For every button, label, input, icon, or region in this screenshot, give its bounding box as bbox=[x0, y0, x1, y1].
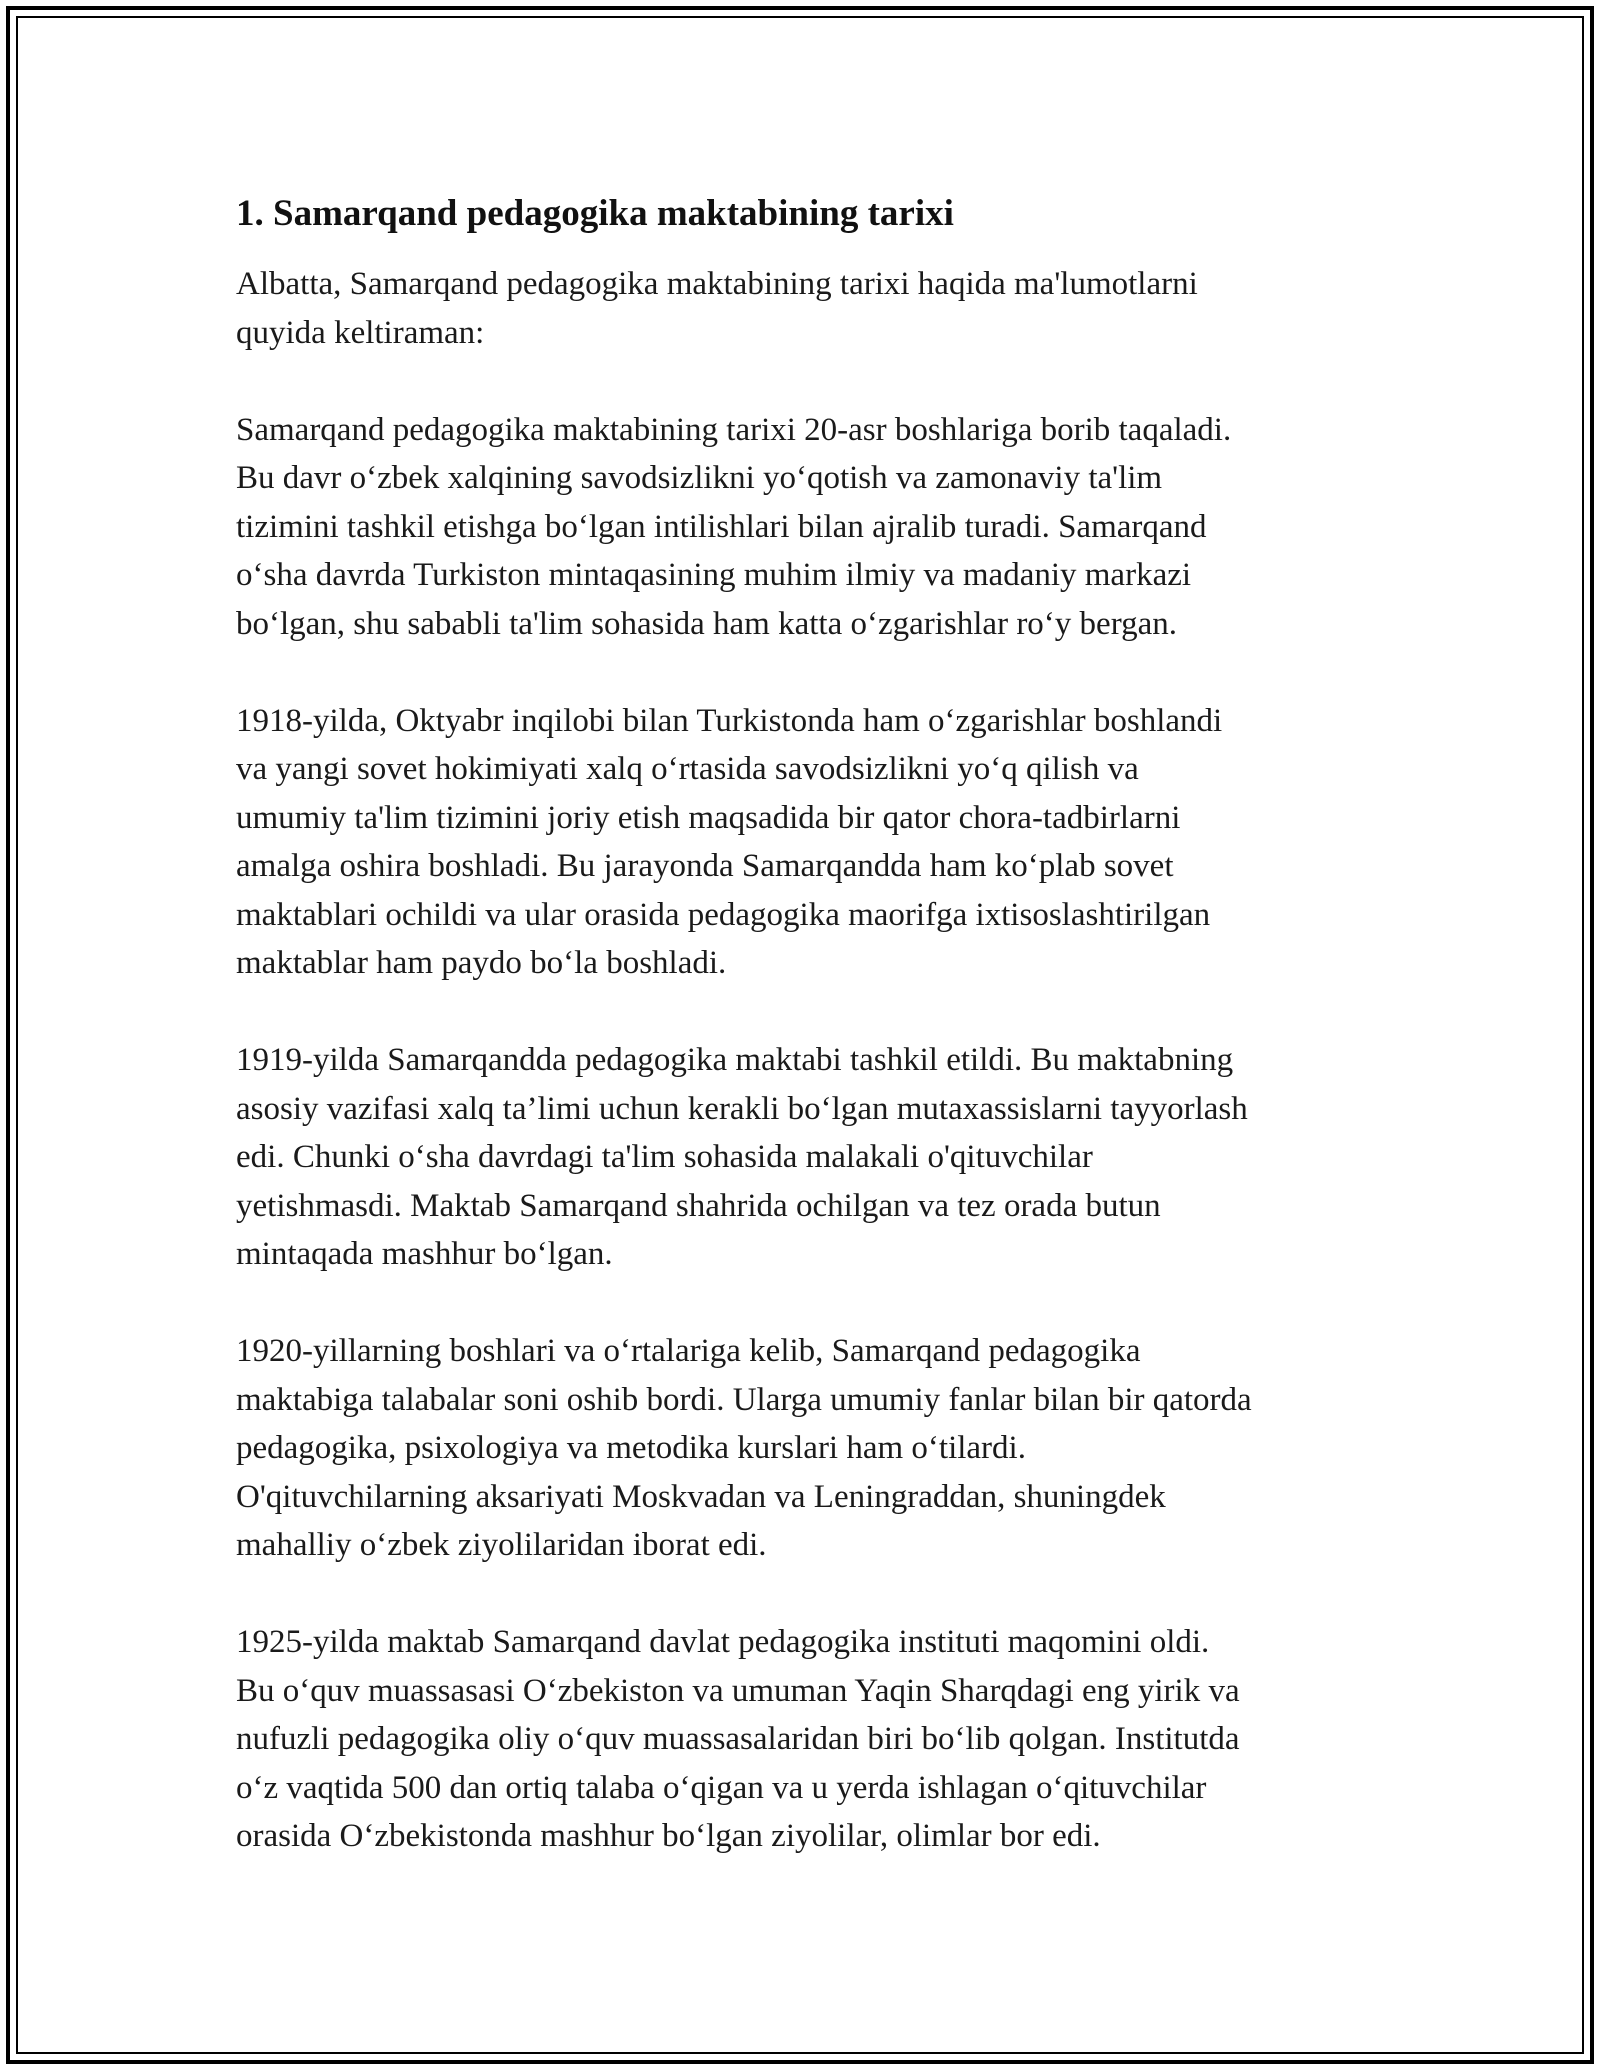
paragraph-1919: 1919-yilda Samarqandda pedagogika maktabi tashkil etildi. Bu maktabning asosiy vazifasi xalq ta’limi uchun kerakli bo‘lgan mutaxassislarni tayyorlash edi. Chunki o‘sha davrdagi ta'lim sohasida malakali o'qituvchilar yetishmasdi. Maktab Samarqand shahrida ochilgan va tez orada butun mintaqada mashhur bo‘lgan. bbox=[236, 1042, 1248, 1272]
paragraph-1918: 1918-yilda, Oktyabr inqilobi bilan Turkistonda ham o‘zgarishlar boshlandi va yangi sovet hokimiyati xalq o‘rtasida savodsizlikni yo‘q qilish va umumiy ta'lim tizimini joriy etish maqsadida bir qator chora-tadbirlarni amalga oshira boshladi. Bu jarayonda Samarqandda ham ko‘plab sovet maktablari ochildi va ular orasida pedagogika maorifga ixtisoslashtirilgan maktablar ham paydo bo‘la boshladi. bbox=[236, 702, 1223, 981]
paragraph-origins: Samarqand pedagogika maktabining tarixi 20-asr boshlariga borib taqaladi. Bu davr o‘zbek xalqining savodsizlikni yo‘qotish va zamonaviy ta'lim tizimini tashkil etishga bo‘lgan intilishlari bilan ajralib turadi. Samarqand o‘sha davrda Turkiston mintaqasining muhim ilmiy va madaniy markazi bo‘lgan, shu sababli ta'lim sohasida ham katta o‘zgarishlar ro‘y bergan. bbox=[236, 411, 1232, 642]
document-body bbox=[236, 188, 1376, 1909]
document-title: 1. Samarqand pedagogika maktabining tarixi bbox=[236, 193, 954, 234]
paragraph-1925: 1925-yilda maktab Samarqand davlat pedagogika instituti maqomini oldi. Bu o‘quv muassasasi O‘zbekiston va umuman Yaqin Sharqdagi eng yirik va nufuzli pedagogika oliy o‘quv muassasalaridan biri bo‘lib qolgan. Institutda o‘z vaqtida 500 dan ortiq talaba o‘qigan va u yerda ishlagan o‘qituvchilar orasida O‘zbekistonda mashhur bo‘lgan ziyolilar, olimlar bor edi. bbox=[236, 1624, 1240, 1854]
paragraph-1920s: 1920-yillarning boshlari va o‘rtalariga kelib, Samarqand pedagogika maktabiga talabalar soni oshib bordi. Ularga umumiy fanlar bilan bir qatorda pedagogika, psixologiya va metodika kurslari ham o‘tilardi. O'qituvchilarning aksariyati Moskvadan va Leningraddan, shuningdek mahalliy o‘zbek ziyolilaridan iborat edi. bbox=[236, 1333, 1252, 1563]
paragraph-intro: Albatta, Samarqand pedagogika maktabining tarixi haqida ma'lumotlarni quyida keltiraman: bbox=[236, 266, 1198, 351]
